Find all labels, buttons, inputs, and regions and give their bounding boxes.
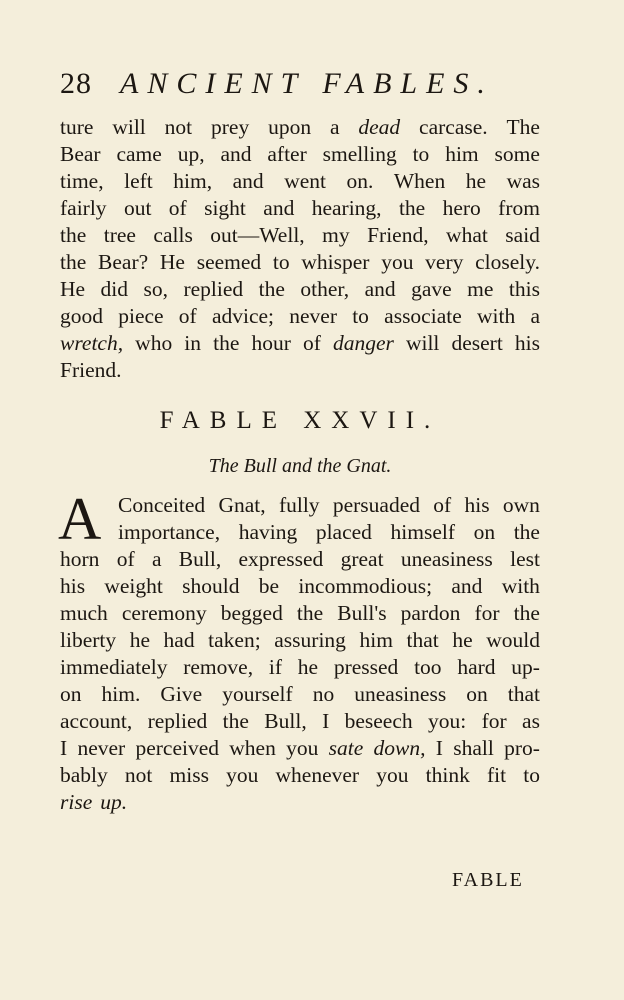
word: He: [159, 250, 185, 274]
word: the: [60, 223, 87, 247]
word: pressed: [333, 655, 399, 679]
word: replied: [147, 709, 208, 733]
word: him: [359, 628, 393, 652]
word: taken;: [208, 628, 261, 652]
word: should: [182, 574, 240, 598]
word: hour: [251, 331, 291, 355]
word: pardon: [400, 601, 461, 625]
word: himself: [390, 520, 456, 544]
text-line: [60, 789, 540, 816]
word: shall: [453, 736, 494, 760]
word: immediately: [60, 655, 168, 679]
word: wretch,: [60, 331, 124, 355]
text-line: [60, 303, 540, 330]
word: horn: [60, 547, 100, 571]
word: went: [284, 169, 326, 193]
text-line: [60, 195, 540, 222]
word: Bear?: [98, 250, 149, 274]
word: out: [123, 196, 152, 220]
word: The: [506, 115, 540, 139]
word: Gnat,: [218, 493, 266, 517]
word: up-: [511, 655, 540, 679]
word: very: [425, 250, 464, 274]
word: to: [272, 250, 290, 274]
word: sate: [328, 736, 364, 760]
word: to: [352, 304, 369, 328]
word: Bear: [60, 142, 101, 166]
word: expressed: [238, 547, 324, 571]
word: other,: [300, 277, 350, 301]
drop-cap: A: [58, 486, 102, 552]
word: uneasiness: [400, 547, 493, 571]
word: never: [77, 736, 126, 760]
word: fit: [486, 763, 507, 787]
word: on: [466, 682, 488, 706]
word: the: [513, 520, 540, 544]
word: you: [286, 736, 319, 760]
word: of: [168, 196, 187, 220]
text-line: [60, 708, 540, 735]
text-line: [60, 627, 540, 654]
word: whisper: [301, 250, 370, 274]
word: weight: [104, 574, 163, 598]
word: was: [506, 169, 540, 193]
word: him.: [101, 682, 141, 706]
word: the: [398, 196, 426, 220]
text-line: [60, 519, 540, 546]
running-head: ANCIENT FABLES.: [120, 67, 494, 100]
text-line: [60, 168, 540, 195]
text-line: [60, 681, 540, 708]
word: who: [135, 331, 173, 355]
text-line: [60, 330, 540, 357]
word: so,: [143, 277, 168, 301]
text-line: [60, 492, 540, 519]
word: to: [523, 763, 540, 787]
word: much: [60, 601, 108, 625]
word: perceived: [135, 736, 220, 760]
word: fully: [278, 493, 320, 517]
word: would: [486, 628, 540, 652]
catchword: FABLE: [452, 869, 524, 891]
word: assuring: [274, 628, 346, 652]
word: the: [258, 277, 285, 301]
word: and: [220, 142, 252, 166]
word: prey: [211, 115, 250, 139]
word: Bull,: [264, 709, 307, 733]
word: importance,: [118, 520, 221, 544]
word: had: [163, 628, 195, 652]
text-line: [60, 141, 540, 168]
word: and: [364, 277, 396, 301]
word: the: [222, 709, 249, 733]
word: you: [376, 763, 409, 787]
word: and: [232, 169, 264, 193]
word: for: [474, 601, 500, 625]
text-line: [60, 114, 540, 141]
word: as: [522, 709, 540, 733]
word: pro-: [504, 736, 540, 760]
word: me: [467, 277, 494, 301]
word: account,: [60, 709, 133, 733]
word: He: [60, 277, 86, 301]
word: sight: [204, 196, 246, 220]
word: to: [412, 142, 430, 166]
word: hard: [457, 655, 496, 679]
word: down,: [373, 736, 426, 760]
word: did: [100, 277, 129, 301]
word: on.: [346, 169, 374, 193]
word: the: [513, 601, 540, 625]
word: a: [530, 304, 540, 328]
word: Bull's: [337, 601, 387, 625]
previous-fable-text: [60, 114, 540, 384]
word: came: [116, 142, 162, 166]
word: not: [124, 763, 153, 787]
word: Friend,: [367, 223, 429, 247]
word: of: [178, 304, 197, 328]
word: hero: [442, 196, 481, 220]
text-line: [60, 573, 540, 600]
word: with: [476, 304, 516, 328]
word: lest: [510, 547, 540, 571]
text-line: [60, 249, 540, 276]
word: after: [267, 142, 307, 166]
word: you: [226, 763, 259, 787]
word: great: [340, 547, 384, 571]
word: rise: [60, 790, 93, 814]
word: on: [473, 520, 496, 544]
word: miss: [169, 763, 209, 787]
word: incommodious;: [298, 574, 433, 598]
word: Conceited: [118, 493, 206, 517]
word: good: [60, 304, 103, 328]
word: in: [184, 331, 202, 355]
word: that: [406, 628, 439, 652]
word: my: [322, 223, 350, 247]
word: his: [464, 493, 490, 517]
word: what: [446, 223, 488, 247]
word: the: [213, 331, 240, 355]
word: he: [452, 628, 473, 652]
word: having: [238, 520, 298, 544]
word: seemed: [196, 250, 262, 274]
fable-subtitle: The Bull and the Gnat.: [208, 455, 392, 477]
word: Give: [160, 682, 203, 706]
word: be: [258, 574, 280, 598]
word: not: [164, 115, 193, 139]
word: he: [465, 169, 487, 193]
text-line: [60, 357, 540, 384]
word: replied: [183, 277, 244, 301]
word: ture: [60, 115, 94, 139]
word: whenever: [275, 763, 360, 787]
word: the: [60, 250, 87, 274]
word: yourself: [222, 682, 293, 706]
text-line: [60, 222, 540, 249]
word: his: [60, 574, 86, 598]
word: beseech: [344, 709, 413, 733]
word: that: [507, 682, 540, 706]
word: will: [405, 331, 440, 355]
word: closely.: [475, 250, 540, 274]
word: bably: [60, 763, 108, 787]
word: carcase.: [419, 115, 488, 139]
word: hearing,: [311, 196, 382, 220]
word: a: [151, 547, 162, 571]
word: with: [501, 574, 540, 598]
text-line: [60, 735, 540, 762]
word: piece: [118, 304, 164, 328]
word: some: [494, 142, 540, 166]
word: gave: [411, 277, 452, 301]
word: I: [435, 736, 443, 760]
page-number: 28: [60, 67, 92, 100]
word: fairly: [60, 196, 107, 220]
word: Bull,: [178, 547, 222, 571]
word: out—Well,: [210, 223, 305, 247]
word: for: [481, 709, 507, 733]
text-line: [60, 654, 540, 681]
word: never: [289, 304, 337, 328]
text-line: [60, 546, 540, 573]
word: you:: [428, 709, 467, 733]
word: think: [425, 763, 470, 787]
word: ceremony: [121, 601, 207, 625]
word: said: [505, 223, 540, 247]
word: of: [116, 547, 135, 571]
page-header: [60, 64, 500, 104]
word: him: [445, 142, 479, 166]
word: tree: [103, 223, 136, 247]
word: when: [229, 736, 276, 760]
word: this: [508, 277, 540, 301]
word: danger: [332, 331, 394, 355]
word: up,: [177, 142, 205, 166]
word: advice;: [211, 304, 275, 328]
word: no: [312, 682, 335, 706]
fable-heading: FABLE XXVII.: [159, 407, 441, 434]
word: and: [451, 574, 483, 598]
word: dead: [358, 115, 401, 139]
word: him,: [173, 169, 213, 193]
word: When: [393, 169, 446, 193]
word: placed: [315, 520, 372, 544]
word: the: [296, 601, 324, 625]
word: from: [498, 196, 540, 220]
word: too: [414, 655, 442, 679]
word: will: [112, 115, 146, 139]
word: remove,: [183, 655, 254, 679]
word: a: [329, 115, 340, 139]
word: associate: [384, 304, 462, 328]
word: upon: [268, 115, 312, 139]
word: up.: [100, 790, 128, 814]
word: own: [502, 493, 540, 517]
word: you: [381, 250, 414, 274]
word: he: [129, 628, 150, 652]
fable-body-text: [58, 486, 540, 816]
word: on: [60, 682, 82, 706]
word: and: [263, 196, 295, 220]
word: liberty: [60, 628, 117, 652]
word: desert: [451, 331, 503, 355]
word: uneasiness: [354, 682, 447, 706]
word: his: [514, 331, 540, 355]
word: persuaded: [332, 493, 420, 517]
word: I: [322, 709, 330, 733]
word: calls: [153, 223, 193, 247]
text-line: [60, 600, 540, 627]
text-line: [60, 762, 540, 789]
word: if: [268, 655, 282, 679]
word: of: [302, 331, 321, 355]
word: time,: [60, 169, 104, 193]
word: Friend.: [60, 358, 122, 382]
word: he: [297, 655, 319, 679]
word: left: [124, 169, 153, 193]
text-line: [60, 276, 540, 303]
word: smelling: [322, 142, 397, 166]
word: I: [60, 736, 68, 760]
word: of: [433, 493, 452, 517]
word: begged: [220, 601, 283, 625]
